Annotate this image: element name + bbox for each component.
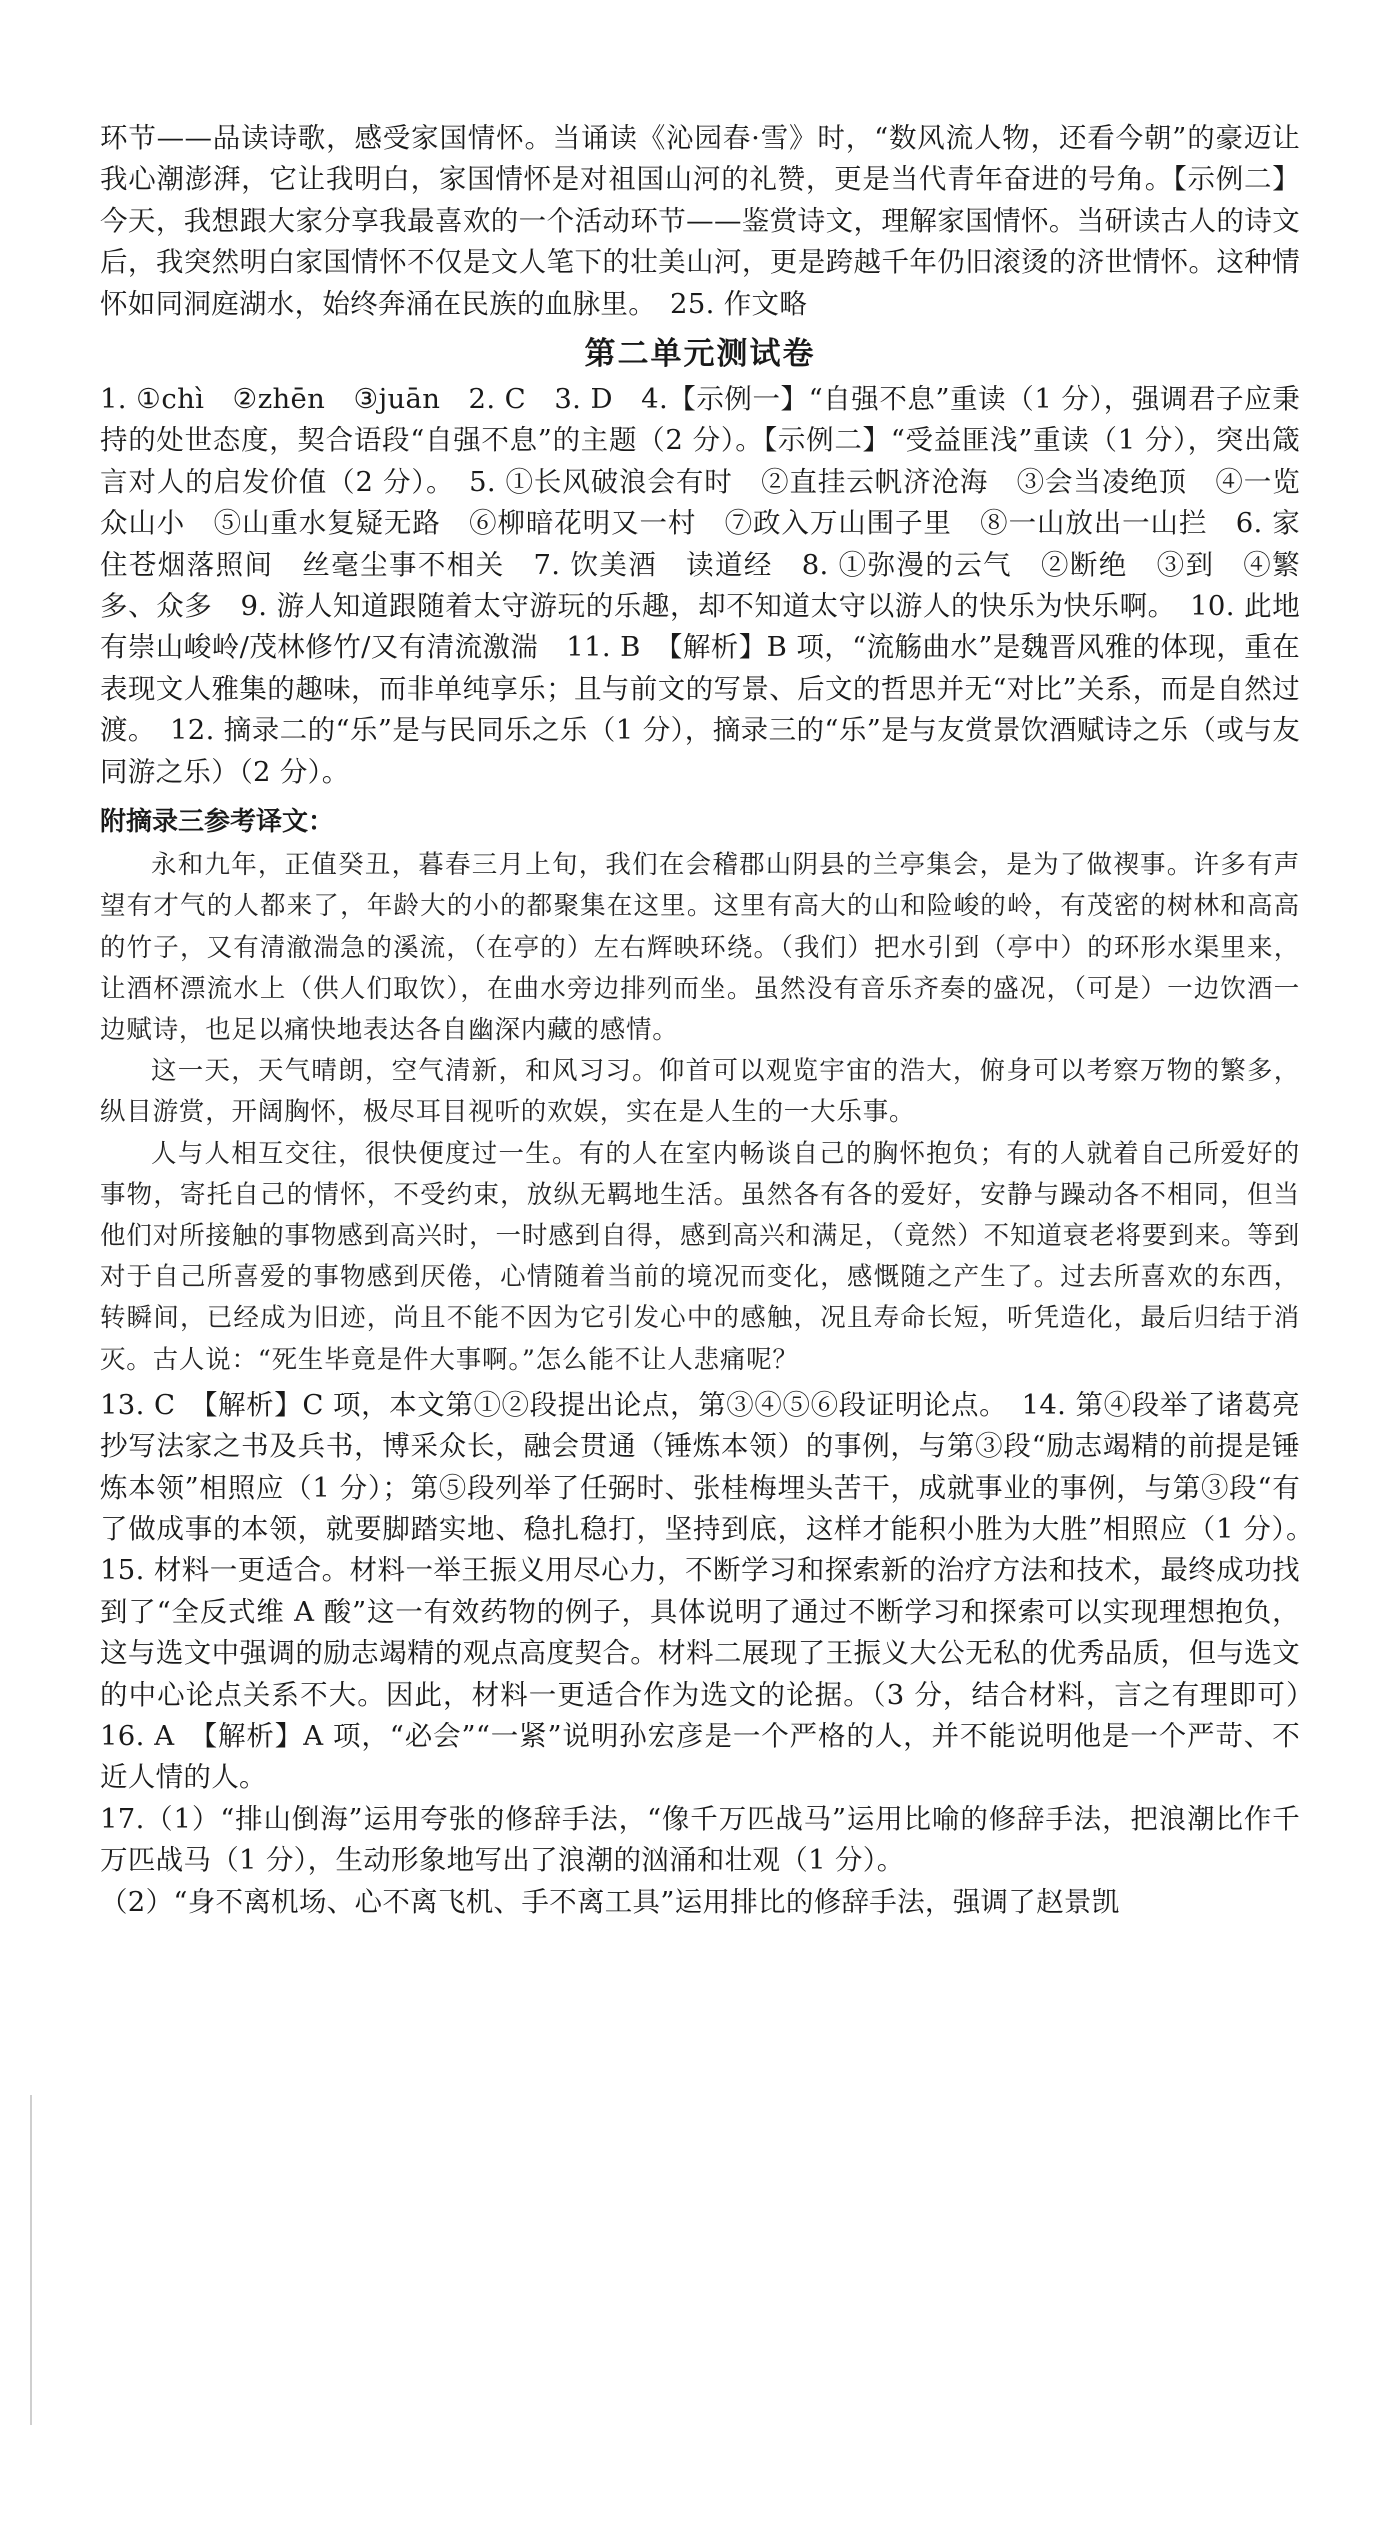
answer-page — [100, 118, 1328, 1923]
answers-part-3: 17.（1）“排山倒海”运用夸张的修辞手法，“像千万匹战马”运用比喻的修辞手法，把浪潮比作千万匹战马（1 分），生动形象地写出了浪潮的汹涌和壮观（1 分）。 — [100, 1802, 1300, 1877]
section-title: 第二单元测试卷 — [584, 336, 816, 373]
intro-paragraph: 环节——品读诗歌，感受家国情怀。当诵读《沁园春·雪》时，“数风流人物，还看今朝”的豪迈让我心潮澎湃，它让我明白，家国情怀是对祖国山河的礼赞，更是当代青年奋进的号角。【示例二】今天，我想跟大家分享我最喜欢的一个活动环节——鉴赏诗文，理解家国情怀。当研读古人的诗文后，我突然明白家国情怀不仅是文人笔下的壮美山河，更是跨越千年仍旧滚烫的济世情怀。这种情怀如同洞庭湖水，始终奔涌在民族的血脉里。 25. 作文略 — [100, 122, 1300, 320]
answers-part-4: （2）“身不离机场、心不离飞机、手不离工具”运用排比的修辞手法，强调了赵景凯 — [100, 1885, 1120, 1918]
margin-rule — [30, 2095, 32, 2425]
translation-paragraph-2: 这一天，天气晴朗，空气清新，和风习习。仰首可以观览宇宙的浩大，俯身可以考察万物的繁多，纵目游赏，开阔胸怀，极尽耳目视听的欢娱，实在是人生的一大乐事。 — [100, 1056, 1300, 1128]
answers-part-2: 13. C 【解析】C 项，本文第①②段提出论点，第③④⑤⑥段证明论点。 14. 第④段举了诸葛亮抄写法家之书及兵书，博采众长，融会贯通（锤炼本领）的事例，与第③段“励志竭精的前提是锤炼本领”相照应（1 分）；第⑤段列举了任弼时、张桂梅埋头苦干，成就事业的事例，与第③段“有了做成事的本领，就要脚踏实地、稳扎稳打，坚持到底，这样才能积小胜为大胜”相照应（1 分）。 15. 材料一更适合。材料一举王振义用尽心力，不断学习和探索新的治疗方法和技术，最终成功找到了“全反式维 A 酸”这一有效药物的例子，具体说明了通过不断学习和探索可以实现理想抱负，这与选文中强调的励志竭精的观点高度契合。材料二展现了王振义大公无私的优秀品质，但与选文的中心论点关系不大。因此，材料一更适合作为选文的论据。（3 分，结合材料，言之有理即可） 16. A 【解析】A 项，“必会”“一紧”说明孙宏彦是一个严格的人，并不能说明他是一个严苛、不近人情的人。 — [100, 1388, 1328, 1794]
translation-paragraph-3: 人与人相互交往，很快便度过一生。有的人在室内畅谈自己的胸怀抱负；有的人就着自己所爱好的事物，寄托自己的情怀，不受约束，放纵无羁地生活。虽然各有各的爱好，安静与躁动各不相同，但当他们对所接触的事物感到高兴时，一时感到自得，感到高兴和满足，（竟然）不知道衰老将要到来。等到对于自己所喜爱的事物感到厌倦，心情随着当前的境况而变化，感慨随之产生了。过去所喜欢的东西，转瞬间，已经成为旧迹，尚且不能不因为它引发心中的感触，况且寿命长短，听凭造化，最后归结于消灭。古人说：“死生毕竟是件大事啊。”怎么能不让人悲痛呢？ — [100, 1138, 1300, 1375]
translation-paragraph-1: 永和九年，正值癸丑，暮春三月上旬，我们在会稽郡山阴县的兰亭集会，是为了做禊事。许多有声望有才气的人都来了，年龄大的小的都聚集在这里。这里有高大的山和险峻的岭，有茂密的树林和高高的竹子，又有清澈湍急的溪流，（在亭的）左右辉映环绕。（我们）把水引到（亭中）的环形水渠里来，让酒杯漂流水上（供人们取饮），在曲水旁边排列而坐。虽然没有音乐齐奏的盛况，（可是）一边饮酒一边赋诗，也足以痛快地表达各自幽深内藏的感情。 — [100, 850, 1300, 1045]
answers-part-1: 1. ①chì ②zhēn ③juān 2. C 3. D 4.【示例一】“自强不息”重读（1 分），强调君子应秉持的处世态度，契合语段“自强不息”的主题（2 分）。【示例二】“受益匪浅”重读（1 分），突出箴言对人的启发价值（2 分）。 5. ①长风破浪会有时 ②直挂云帆济沧海 ③会当凌绝顶 ④一览众山小 ⑤山重水复疑无路 ⑥柳暗花明又一村 ⑦政入万山围子里 ⑧一山放出一山拦 6. 家住苍烟落照间 丝毫尘事不相关 7. 饮美酒 读道经 8. ①弥漫的云气 ②断绝 ③到 ④繁多、众多 9. 游人知道跟随着太守游玩的乐趣，却不知道太守以游人的快乐为快乐啊。 10. 此地有崇山峻岭/茂林修竹/又有清流激湍 11. B 【解析】B 项，“流觞曲水”是魏晋风雅的体现，重在表现文人雅集的趣味，而非单纯享乐；且与前文的写景、后文的哲思并无“对比”关系，而是自然过渡。 12. 摘录二的“乐”是与民同乐之乐（1 分），摘录三的“乐”是与友赏景饮酒赋诗之乐（或与友同游之乐）（2 分）。 — [100, 383, 1300, 788]
translation-heading: 附摘录三参考译文： — [100, 807, 335, 838]
